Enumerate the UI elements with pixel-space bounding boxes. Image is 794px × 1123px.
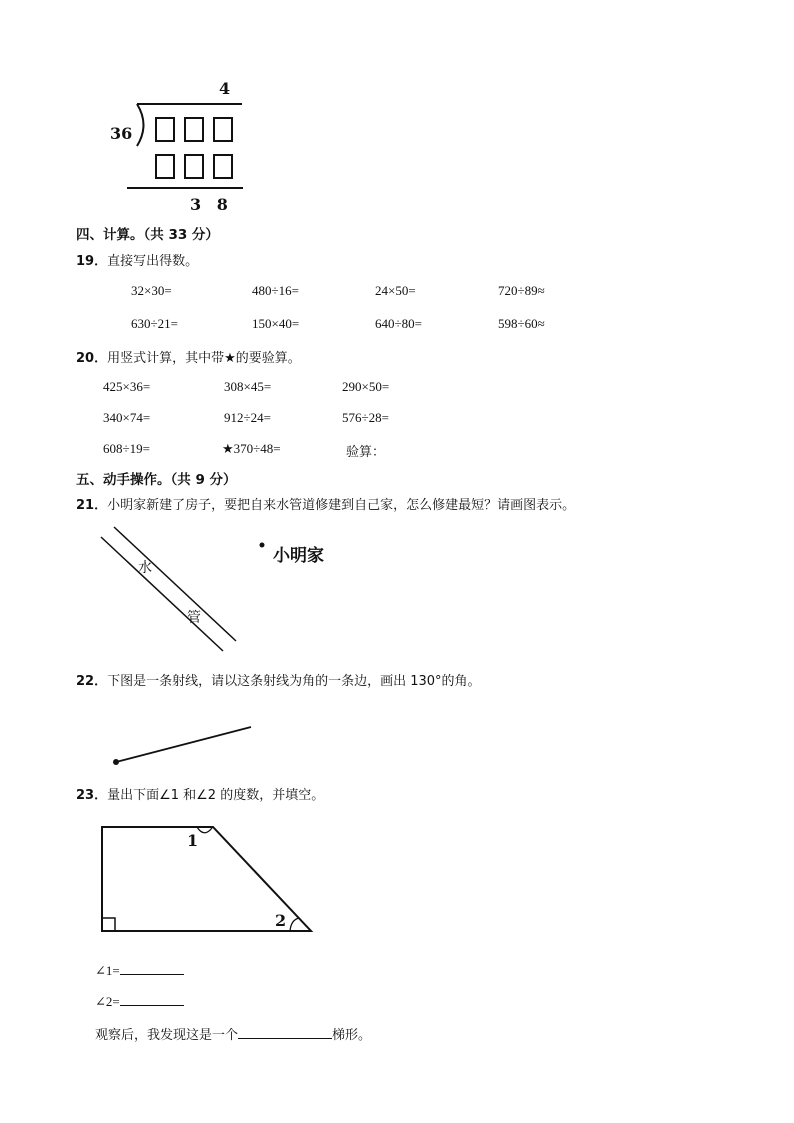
angle-2-blank[interactable] xyxy=(120,992,184,1006)
question-number: 19． xyxy=(76,254,108,269)
trapezoid-type-blank[interactable] xyxy=(238,1025,332,1039)
angle-2-label: 2 xyxy=(275,911,287,930)
angle-1-prompt: ∠1= xyxy=(95,963,120,978)
question-text: 量出下面∠1 和∠2 的度数，并填空。 xyxy=(107,788,325,803)
question-number: 20． xyxy=(76,351,108,366)
divisor: 36 xyxy=(110,124,133,143)
angle-1-answer xyxy=(95,961,184,979)
expression: 912÷24= xyxy=(224,410,271,425)
conclusion-suffix: 梯形。 xyxy=(332,1028,372,1043)
expression: 308×45= xyxy=(224,379,272,394)
question-text: 直接写出得数。 xyxy=(107,254,199,269)
question-text: 下图是一条射线，请以这条射线为角的一条边，画出 130°的角。 xyxy=(107,674,481,689)
expression: 598÷60≈ xyxy=(498,316,545,331)
conclusion-prefix: 观察后，我发现这是一个 xyxy=(95,1028,239,1043)
verification-label: 验算： xyxy=(346,445,386,460)
expression: 290×50= xyxy=(342,379,390,394)
trapezoid-conclusion xyxy=(95,1024,371,1043)
section-heading-calculation: 四、计算。（共 33 分） xyxy=(76,227,219,243)
question-number: 21． xyxy=(76,498,108,513)
angle-1-label: 1 xyxy=(187,831,199,850)
question-text: 小明家新建了房子，要把自来水管道修建到自己家，怎么修建最短？请画图表示。 xyxy=(107,498,576,513)
remainder-digits: 3 8 xyxy=(190,195,228,214)
question-number: 23． xyxy=(76,788,108,803)
expression: 480÷16= xyxy=(252,283,299,298)
pipe-label-char: 管 xyxy=(187,610,201,626)
expression: 576÷28= xyxy=(342,410,389,425)
angle-1-blank[interactable] xyxy=(120,961,184,975)
house-label: 小明家 xyxy=(273,546,324,566)
expression: 150×40= xyxy=(252,316,300,331)
expression: 608÷19= xyxy=(103,441,150,456)
expression: ★370÷48= xyxy=(222,441,281,456)
expression: 640÷80= xyxy=(375,316,422,331)
expression: 425×36= xyxy=(103,379,151,394)
expression: 32×30= xyxy=(131,283,172,298)
question-number: 22． xyxy=(76,674,108,689)
pipe-label-char: 水 xyxy=(138,560,152,576)
expression: 720÷89≈ xyxy=(498,283,545,298)
angle-2-prompt: ∠2= xyxy=(95,994,120,1009)
expression: 24×50= xyxy=(375,283,416,298)
expression: 630÷21= xyxy=(131,316,178,331)
angle-2-answer xyxy=(95,992,184,1010)
question-text: 用竖式计算，其中带★的要验算。 xyxy=(107,351,301,366)
section-heading-hands-on: 五、动手操作。（共 9 分） xyxy=(76,472,237,488)
expression: 340×74= xyxy=(103,410,151,425)
quotient-digit: 4 xyxy=(219,79,231,98)
